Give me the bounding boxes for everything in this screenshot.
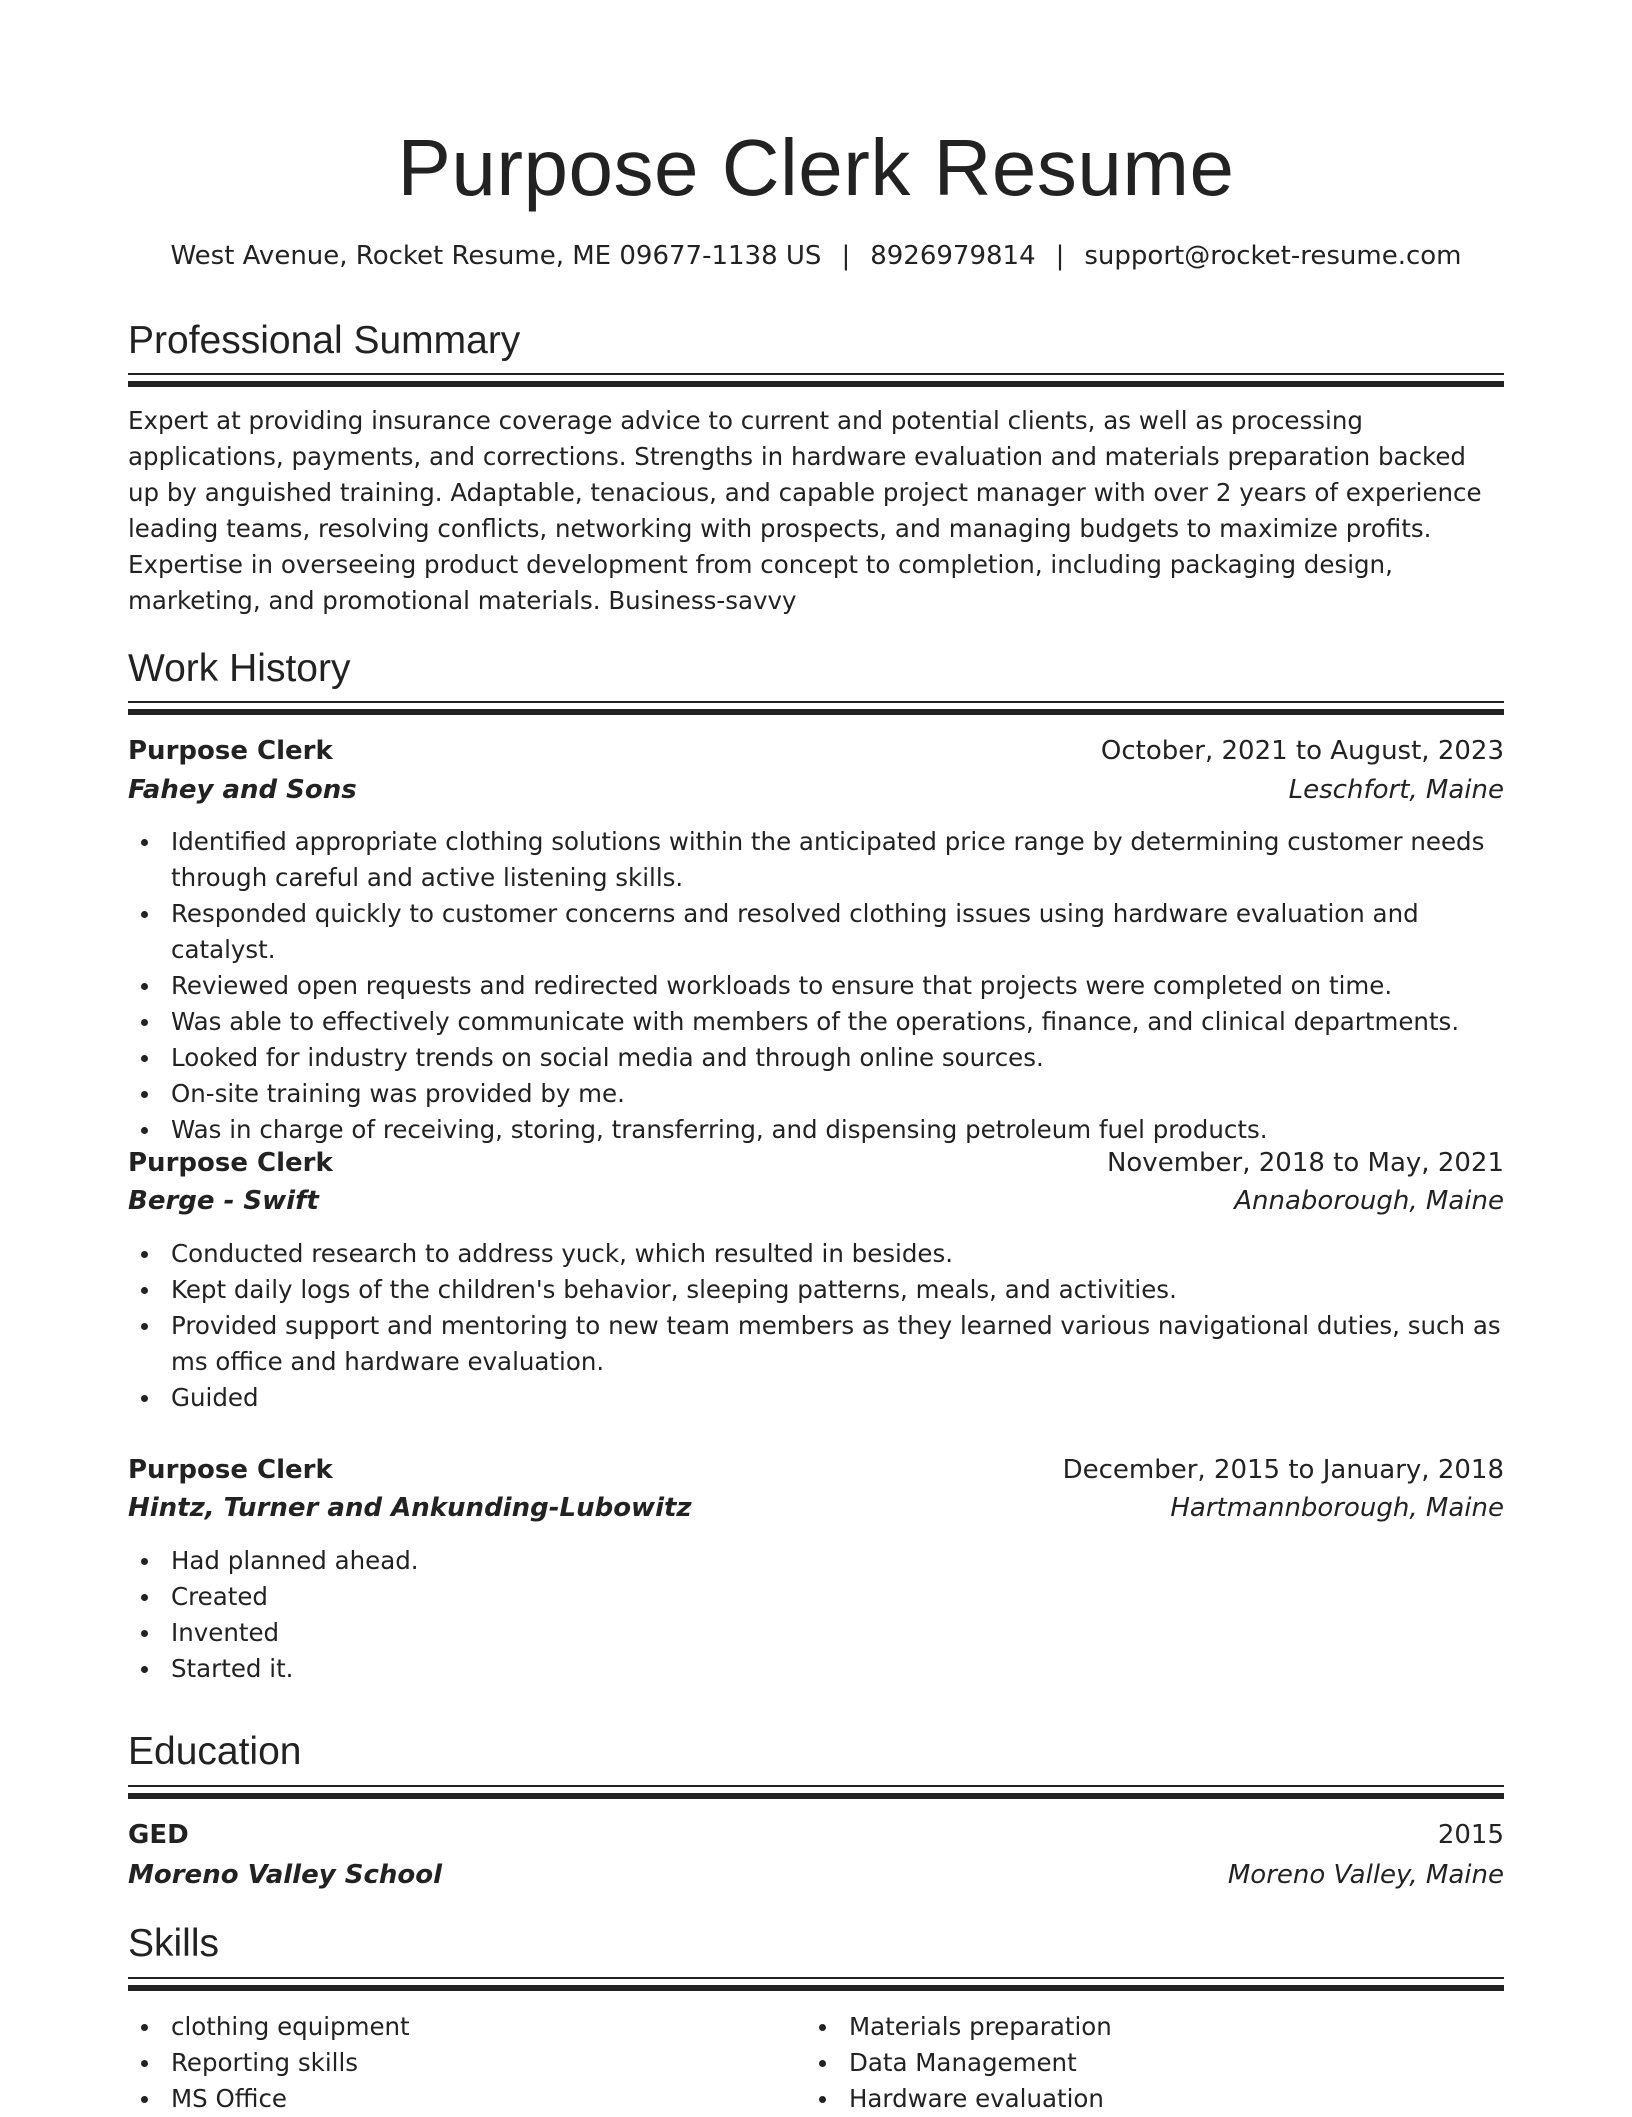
contact-address: West Avenue, Rocket Resume, ME 09677-1138 US bbox=[170, 241, 822, 271]
education-location: Moreno Valley, Maine bbox=[1227, 1860, 1504, 1890]
education-heading: Education bbox=[128, 1730, 302, 1773]
skill-item: Materials preparation bbox=[806, 2009, 1466, 2045]
list-item: Provided support and mentoring to new team members as they learned various navigational duties, such as ms office and hardware evaluation. bbox=[128, 1308, 1504, 1380]
list-item: Started it. bbox=[128, 1651, 1504, 1687]
list-item: Looked for industry trends on social media and through online sources. bbox=[128, 1040, 1504, 1076]
list-item: Reviewed open requests and redirected workloads to ensure that projects were completed on time. bbox=[128, 968, 1504, 1004]
work-history-heading: Work History bbox=[128, 647, 351, 690]
list-item: Invented bbox=[128, 1615, 1504, 1651]
job-header bbox=[128, 731, 1504, 771]
job-dates: December, 2015 to January, 2018 bbox=[1062, 1455, 1504, 1485]
job-title: Purpose Clerk bbox=[128, 1455, 333, 1485]
skills-list-left bbox=[128, 2009, 788, 2117]
list-item: Identified appropriate clothing solutions within the anticipated price range by determining customer needs through careful and active listening skills. bbox=[128, 824, 1504, 896]
job-location: Leschfort, Maine bbox=[1288, 775, 1504, 805]
skill-item: Data Management bbox=[806, 2045, 1466, 2081]
skills-heading: Skills bbox=[128, 1922, 220, 1965]
contact-separator: | bbox=[1055, 241, 1065, 271]
resume-title: Purpose Clerk Resume bbox=[397, 123, 1235, 212]
skills-list-right bbox=[806, 2009, 1466, 2117]
contact-email: support@rocket-resume.com bbox=[1084, 241, 1462, 271]
section-divider bbox=[128, 1977, 1504, 1991]
list-item: Conducted research to address yuck, which resulted in besides. bbox=[128, 1236, 1504, 1272]
contact-phone: 8926979814 bbox=[870, 241, 1036, 271]
job-company-row bbox=[128, 1181, 1504, 1221]
job-location: Hartmannborough, Maine bbox=[1170, 1493, 1504, 1523]
summary-heading: Professional Summary bbox=[128, 319, 521, 362]
job-company: Hintz, Turner and Ankunding-Lubowitz bbox=[128, 1493, 692, 1523]
job-bullets bbox=[128, 824, 1504, 1148]
job-title: Purpose Clerk bbox=[128, 1148, 333, 1178]
job-bullets bbox=[128, 1236, 1504, 1416]
education-header bbox=[128, 1815, 1504, 1855]
job-header bbox=[128, 1143, 1504, 1183]
job-dates: October, 2021 to August, 2023 bbox=[1100, 736, 1504, 766]
list-item: Responded quickly to customer concerns and resolved clothing issues using hardware evaluation and catalyst. bbox=[128, 896, 1504, 968]
job-title: Purpose Clerk bbox=[128, 736, 333, 766]
job-dates: November, 2018 to May, 2021 bbox=[1106, 1148, 1504, 1178]
list-item: Guided bbox=[128, 1380, 1504, 1416]
job-company-row bbox=[128, 1488, 1504, 1528]
section-divider bbox=[128, 373, 1504, 387]
skill-item: Hardware evaluation bbox=[806, 2081, 1466, 2117]
job-company: Berge - Swift bbox=[128, 1186, 319, 1216]
list-item: Was able to effectively communicate with members of the operations, finance, and clinical departments. bbox=[128, 1004, 1504, 1040]
section-divider bbox=[128, 701, 1504, 715]
skill-item: clothing equipment bbox=[128, 2009, 788, 2045]
education-degree: GED bbox=[128, 1820, 189, 1850]
list-item: Created bbox=[128, 1579, 1504, 1615]
job-company-row bbox=[128, 770, 1504, 810]
job-company: Fahey and Sons bbox=[128, 775, 357, 805]
list-item: Had planned ahead. bbox=[128, 1543, 1504, 1579]
job-header bbox=[128, 1450, 1504, 1490]
skill-item: Reporting skills bbox=[128, 2045, 788, 2081]
contact-separator: | bbox=[841, 241, 851, 271]
summary-text: Expert at providing insurance coverage advice to current and potential clients, as well as processing applications, payments, and corrections. Strengths in hardware evaluation and materials preparation backed up by anguished training. Adaptable, tenacious, and capable project manager with over 2 years of experience leading teams, resolving conflicts, networking with prospects, and managing budgets to maximize profits. Expertise in overseeing product development from concept to completion, including packaging design, marketing, and promotional materials. Business-savvy bbox=[128, 406, 1482, 615]
list-item: On-site training was provided by me. bbox=[128, 1076, 1504, 1112]
skill-item: MS Office bbox=[128, 2081, 788, 2117]
list-item: Was in charge of receiving, storing, transferring, and dispensing petroleum fuel products. bbox=[128, 1112, 1504, 1148]
contact-line bbox=[128, 238, 1504, 274]
job-location: Annaborough, Maine bbox=[1234, 1186, 1504, 1216]
job-bullets bbox=[128, 1543, 1504, 1687]
section-divider bbox=[128, 1785, 1504, 1799]
list-item: Kept daily logs of the children's behavior, sleeping patterns, meals, and activities. bbox=[128, 1272, 1504, 1308]
education-school: Moreno Valley School bbox=[128, 1860, 443, 1890]
education-school-row bbox=[128, 1855, 1504, 1895]
education-year: 2015 bbox=[1437, 1820, 1504, 1850]
